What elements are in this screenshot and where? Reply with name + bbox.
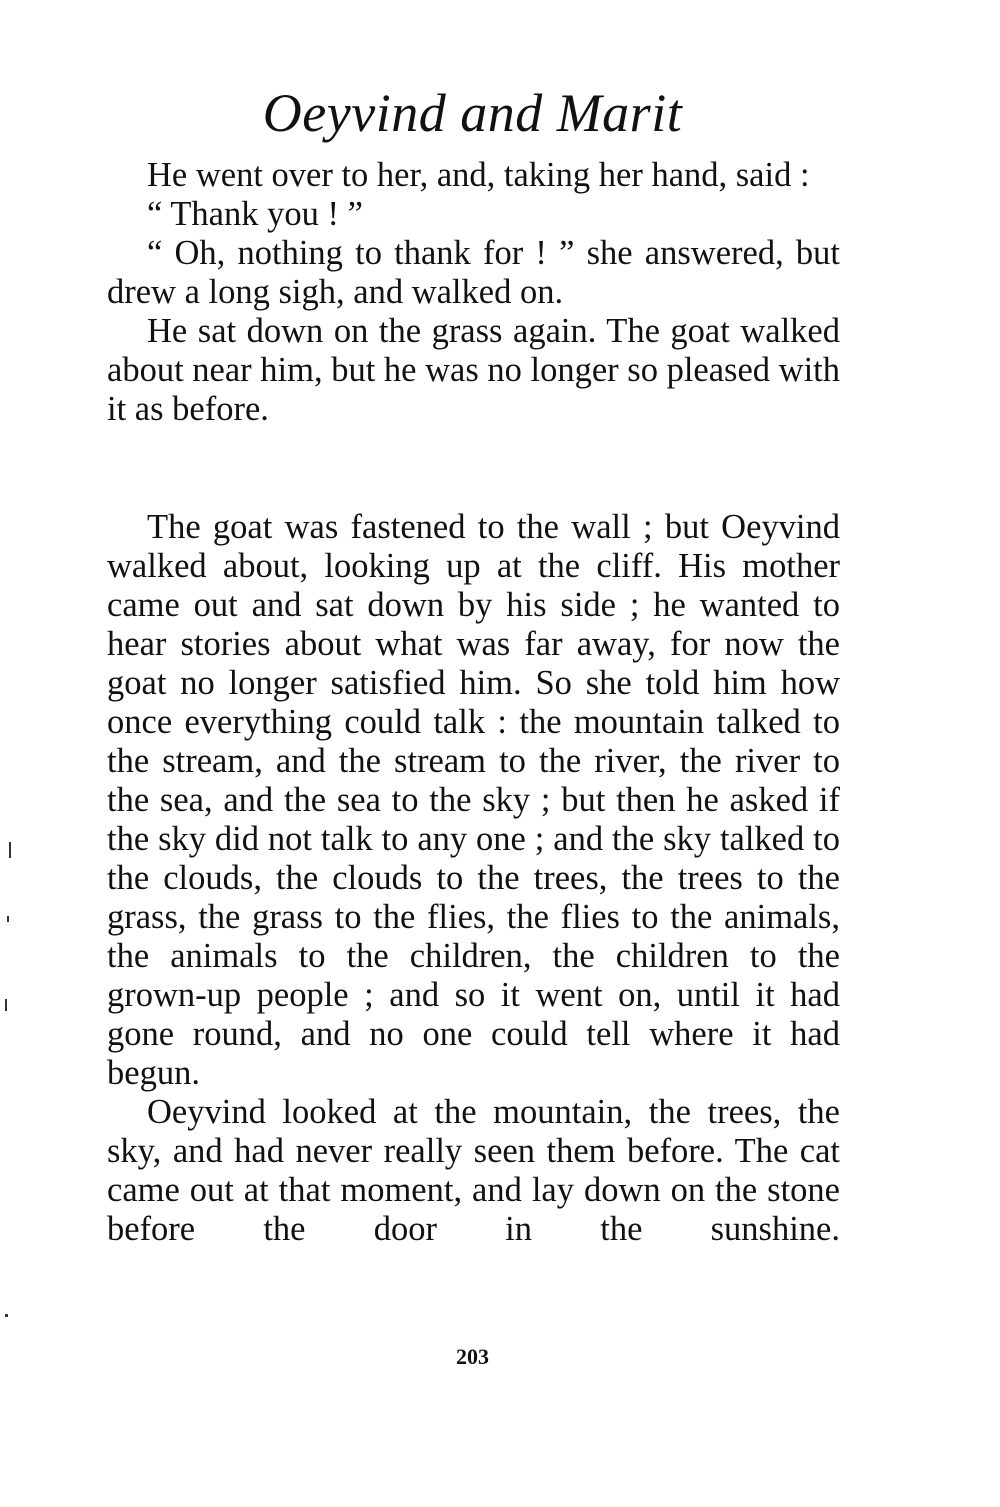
paragraph: “ Oh, nothing to thank for ! ” she answered, but drew a long sigh, and walked on. bbox=[107, 234, 840, 311]
paragraph: The goat was fastened to the wall ; but Oeyvind walked about, looking up at the cliff. His mother came out and sat down by his side ; he wanted to hear stories about what was far away, for now the goat no longer satisfied him. So she told him how once everything could talk : the mountain talked to the stream, and the stream to the river, the river to the sea, and the sea to the sky ; but then he asked if the sky did not talk to any one ; and the sky talked to the clouds, the clouds to the trees, the trees to the grass, the grass to the flies, the flies to the animals, the animals to the children, the children to the grown-up people ; and so it went on, until it had gone round, and no one could tell where it had begun. bbox=[107, 508, 840, 1092]
margin-scan-mark bbox=[5, 999, 7, 1011]
paragraph: “ Thank you ! ” bbox=[147, 195, 363, 233]
page-number: 203 bbox=[456, 1344, 489, 1369]
paragraph: He went over to her, and, taking her hand, said : bbox=[147, 156, 810, 194]
paragraph: Oeyvind looked at the mountain, the trees, the sky, and had never really seen them before. The cat came out at that moment, and lay down on the stone before the door in the sunshine. bbox=[107, 1093, 840, 1248]
margin-scan-mark bbox=[7, 916, 9, 922]
running-header-title: Oeyvind and Marit bbox=[262, 83, 683, 143]
margin-scan-mark bbox=[9, 842, 11, 858]
section-1-text bbox=[107, 156, 840, 429]
section-2-text bbox=[107, 508, 840, 1249]
paragraph: He sat down on the grass again. The goat walked about near him, but he was no longer so pleased with it as before. bbox=[107, 312, 840, 428]
margin-scan-mark bbox=[5, 1314, 8, 1317]
